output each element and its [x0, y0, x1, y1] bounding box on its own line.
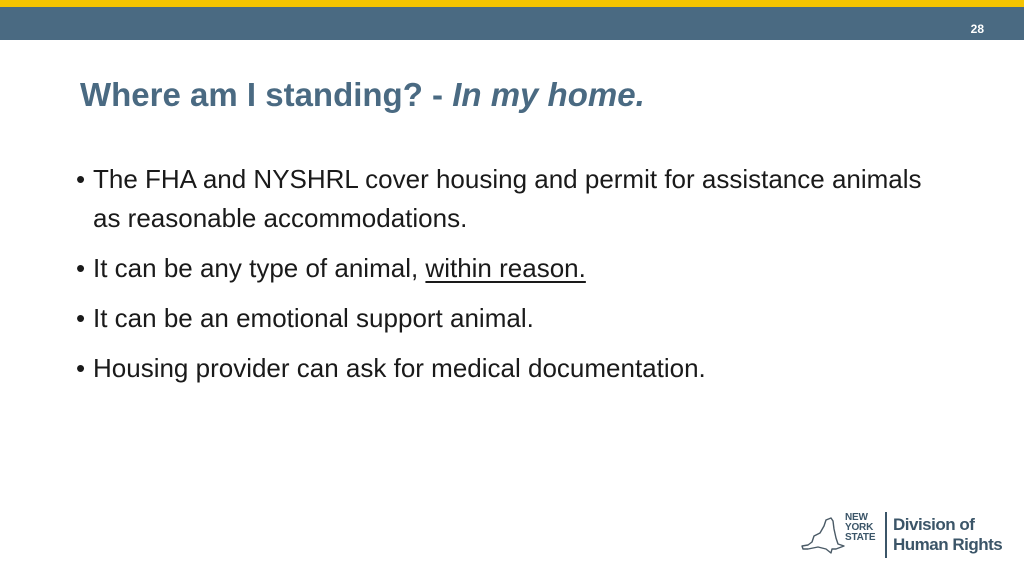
header-bar: [0, 7, 1024, 40]
new-york-state-wordmark: [845, 513, 875, 543]
within-reason-link[interactable]: within reason.: [425, 253, 586, 283]
bullet-text: The FHA and NYSHRL cover housing and permit for assistance animals as reasonable accommodations.: [93, 164, 922, 233]
agency-name-line2: Human Rights: [893, 535, 1003, 554]
bullet-list: [76, 160, 956, 399]
wordmark-line-york: YORK: [845, 522, 874, 533]
bullet-item: [76, 349, 956, 388]
bullet-item: [76, 299, 956, 338]
nys-division-of-human-rights-logo: [800, 510, 1005, 565]
logo-divider: [885, 512, 887, 558]
slide-title-main: Where am I standing? -: [80, 76, 453, 113]
wordmark-line-new: NEW: [845, 512, 868, 523]
bullet-text: Housing provider can ask for medical documentation.: [93, 353, 706, 383]
bullet-item: [76, 160, 956, 238]
page-number: 28: [970, 22, 984, 36]
slide-title-emphasis: In my home.: [452, 76, 645, 113]
wordmark-line-state: STATE: [845, 532, 876, 543]
top-accent-stripe: [0, 0, 1024, 7]
new-york-state-map-icon: [800, 516, 846, 558]
bullet-text: It can be an emotional support animal.: [93, 303, 534, 333]
slide-title: [80, 76, 645, 114]
agency-name: [893, 515, 1002, 555]
bullet-icon: •: [76, 303, 86, 333]
bullet-item: [76, 249, 956, 288]
agency-name-line1: Division of: [893, 515, 975, 534]
bullet-icon: •: [76, 253, 86, 283]
bullet-text: It can be any type of animal,: [93, 253, 426, 283]
bullet-icon: •: [76, 353, 86, 383]
bullet-icon: •: [76, 164, 86, 194]
